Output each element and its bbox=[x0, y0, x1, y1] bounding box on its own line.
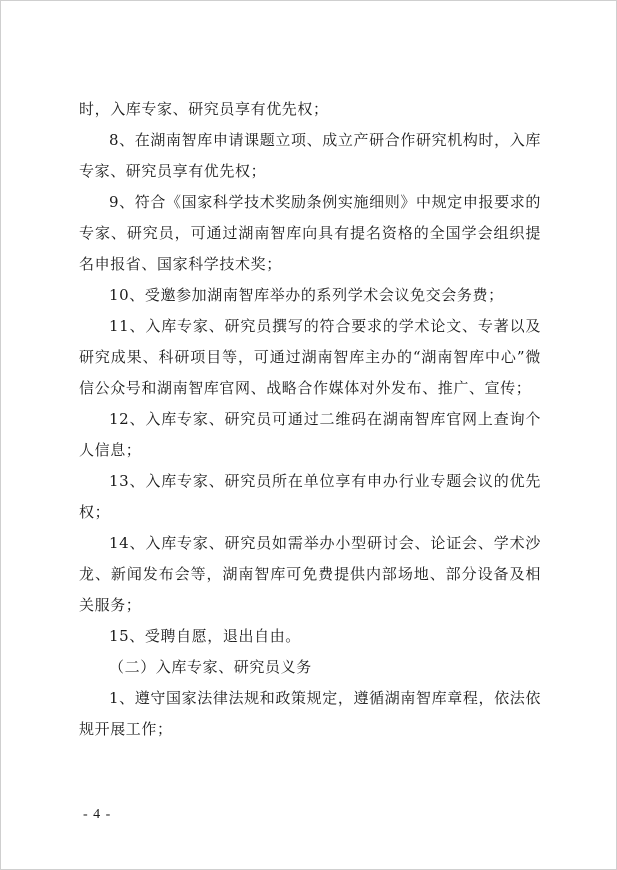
paragraph-item-10: 10、受邀参加湖南智库举办的系列学术会议免交会务费； bbox=[109, 286, 504, 304]
paragraph-item-13: 13、入库专家、研究员所在单位享有申办行业专题会议的优先权； bbox=[79, 472, 541, 521]
paragraph-item-11: 11、入库专家、研究员撰写的符合要求的学术论文、专著以及研究成果、科研项目等，可通过湖南智库主办的“湖南智库中心”微信公众号和湖南智库官网、战略合作媒体对外发布、推广、宣传； bbox=[79, 317, 541, 397]
paragraph-item-14: 14、入库专家、研究员如需举办小型研讨会、论证会、学术沙龙、新闻发布会等，湖南智库可免费提供内部场地、部分设备及相关服务； bbox=[79, 534, 541, 614]
paragraph-item-15: 15、受聘自愿，退出自由。 bbox=[109, 627, 301, 645]
document-body bbox=[79, 94, 541, 745]
paragraph-obligation-1: 1、遵守国家法律法规和政策规定，遵循湖南智库章程，依法依规开展工作； bbox=[79, 689, 541, 738]
paragraph-continuation: 时，入库专家、研究员享有优先权； bbox=[79, 100, 329, 118]
paragraph-item-8: 8、在湖南智库申请课题立项、成立产研合作研究机构时，入库专家、研究员享有优先权； bbox=[79, 131, 541, 180]
paragraph-item-12: 12、入库专家、研究员可通过二维码在湖南智库官网上查询个人信息； bbox=[79, 410, 541, 459]
paragraph-item-9: 9、符合《国家科学技术奖励条例实施细则》中规定申报要求的专家、研究员，可通过湖南智库向具有提名资格的全国学会组织提名申报省、国家科学技术奖； bbox=[79, 193, 541, 273]
page-number: - 4 - bbox=[83, 807, 112, 822]
section-heading-obligations: （二）入库专家、研究员义务 bbox=[109, 658, 312, 676]
